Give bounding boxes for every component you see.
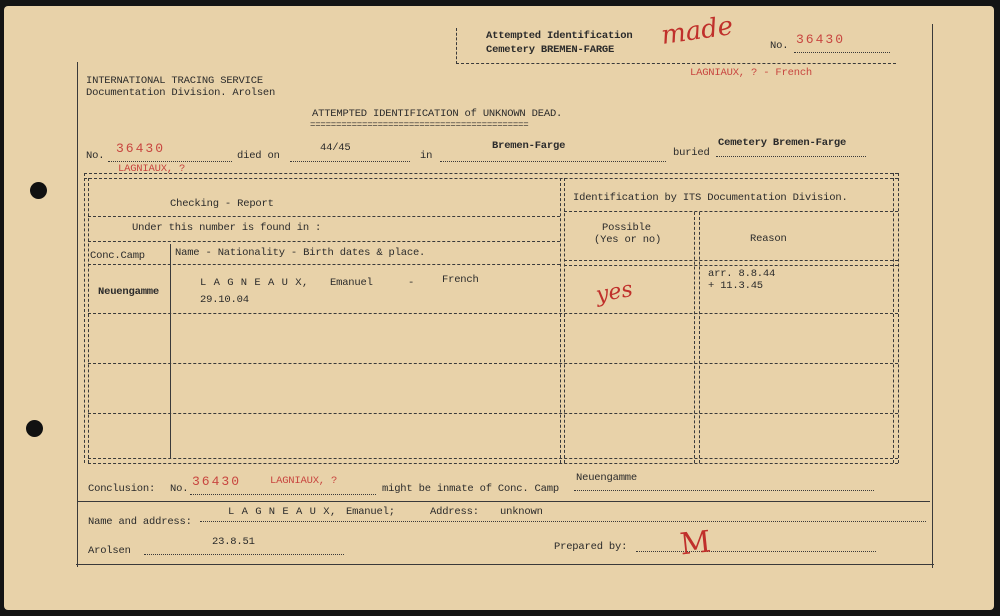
conclusion-camp-dots [574, 490, 874, 491]
header-separator-right [564, 211, 898, 212]
died-on-dots [290, 161, 410, 162]
column-header-separator-left [88, 264, 560, 265]
buried-dots [716, 156, 866, 157]
conclusion-text: might be inmate of Conc. Camp [382, 483, 559, 495]
column-header-separator-right [564, 260, 898, 261]
in-dots [440, 161, 666, 162]
row-firstname: Emanuel [330, 277, 373, 289]
left-margin-rule [77, 62, 78, 567]
column-header-separator-right-2 [564, 265, 898, 266]
column-camp-header: Conc.Camp [90, 250, 145, 262]
table-bottom-border-2 [88, 463, 898, 464]
possible-header: Possible [602, 222, 651, 234]
table-left-border [84, 173, 85, 463]
header-line-2: Cemetery BREMEN-FARGE [486, 44, 615, 56]
header-separator-left [88, 216, 560, 217]
identification-header: Identification by ITS Documentation Division. [573, 192, 848, 204]
name-address-dots [200, 521, 926, 522]
in-label: in [420, 150, 433, 162]
row-birthdate: 29.10.04 [200, 294, 249, 306]
record-no-value: 36430 [116, 141, 166, 156]
name-address-firstname: Emanuel; [346, 506, 395, 518]
table-bottom-border [88, 458, 898, 459]
row-separator-1 [88, 313, 898, 314]
footer-place: Arolsen [88, 545, 131, 557]
footer-date-dots [144, 554, 344, 555]
table-top-border-2 [84, 178, 898, 179]
conclusion-no-label: No. [170, 483, 189, 495]
name-address-surname: L A G N E A U X, [228, 506, 337, 518]
buried-label: buried [673, 147, 710, 159]
divider-possible-reason [694, 212, 695, 463]
signature: M [678, 524, 713, 563]
made-handwritten-stamp: made [659, 11, 735, 51]
died-on-value: 44/45 [320, 142, 351, 154]
org-name: INTERNATIONAL TRACING SERVICE [86, 75, 263, 87]
possible-subheader: (Yes or no) [594, 234, 662, 246]
address-label: Address: [430, 506, 479, 518]
table-top-border [84, 173, 898, 174]
conclusion-no-value: 36430 [192, 474, 242, 489]
under-number-label: Under this number is found in : [132, 222, 322, 234]
page-title: ATTEMPTED IDENTIFICATION of UNKNOWN DEAD. [312, 108, 563, 120]
divider-checking-identification [560, 178, 561, 463]
row-separator-2 [88, 363, 898, 364]
row-dash: - [408, 277, 415, 289]
buried-value: Cemetery Bremen-Farge [718, 137, 847, 149]
address-value: unknown [500, 506, 543, 518]
bottom-rule [76, 564, 934, 565]
reason-header: Reason [750, 233, 787, 245]
divider-camp-name [170, 244, 171, 458]
conclusion-rule [78, 501, 930, 502]
conclusion-label: Conclusion: [88, 483, 156, 495]
table-right-border-2 [898, 173, 899, 463]
top-right-red-name: LAGNIAUX, ? - French [690, 67, 813, 79]
row-possible-yes: yes [594, 276, 635, 309]
right-margin-rule [932, 24, 933, 568]
header-no-value: 36430 [796, 32, 846, 47]
table-right-border [893, 173, 894, 463]
column-name-header: Name - Nationality - Birth dates & place. [175, 247, 426, 259]
header-box-left-border [456, 28, 457, 64]
checking-report-header: Checking - Report [170, 198, 274, 210]
record-red-name: LAGNIAUX, ? [118, 163, 186, 175]
row-separator-3 [88, 413, 898, 414]
conclusion-camp: Neuengamme [576, 472, 638, 484]
record-no-label: No. [86, 150, 105, 162]
died-on-label: died on [237, 150, 280, 162]
name-address-label: Name and address: [88, 516, 192, 528]
in-value: Bremen-Farge [492, 140, 566, 152]
subheader-separator [88, 241, 560, 242]
punch-hole-bottom [26, 420, 43, 437]
row-camp: Neuengamme [98, 286, 160, 298]
row-reason-death: + 11.3.45 [708, 280, 763, 292]
header-no-dots [794, 52, 890, 53]
prepared-by-label: Prepared by: [554, 541, 628, 553]
row-reason-arrival: arr. 8.8.44 [708, 268, 776, 280]
header-box-bottom-border [456, 63, 896, 64]
conclusion-no-dots [190, 494, 376, 495]
row-surname: L A G N E A U X, [200, 277, 309, 289]
table-left-border-2 [88, 178, 89, 463]
row-nationality: French [442, 274, 479, 286]
divider-possible-reason-2 [699, 212, 700, 463]
header-no-label: No. [770, 40, 789, 52]
footer-date: 23.8.51 [212, 536, 255, 548]
prepared-by-dots [636, 551, 876, 552]
title-underline: ========================================== [310, 120, 529, 130]
punch-hole-top [30, 182, 47, 199]
record-no-dots [108, 161, 232, 162]
index-card [4, 6, 994, 610]
header-line-1: Attempted Identification [486, 30, 633, 42]
divider-checking-identification-2 [564, 178, 565, 463]
conclusion-red-name: LAGNIAUX, ? [270, 475, 338, 487]
org-division: Documentation Division. Arolsen [86, 87, 276, 99]
